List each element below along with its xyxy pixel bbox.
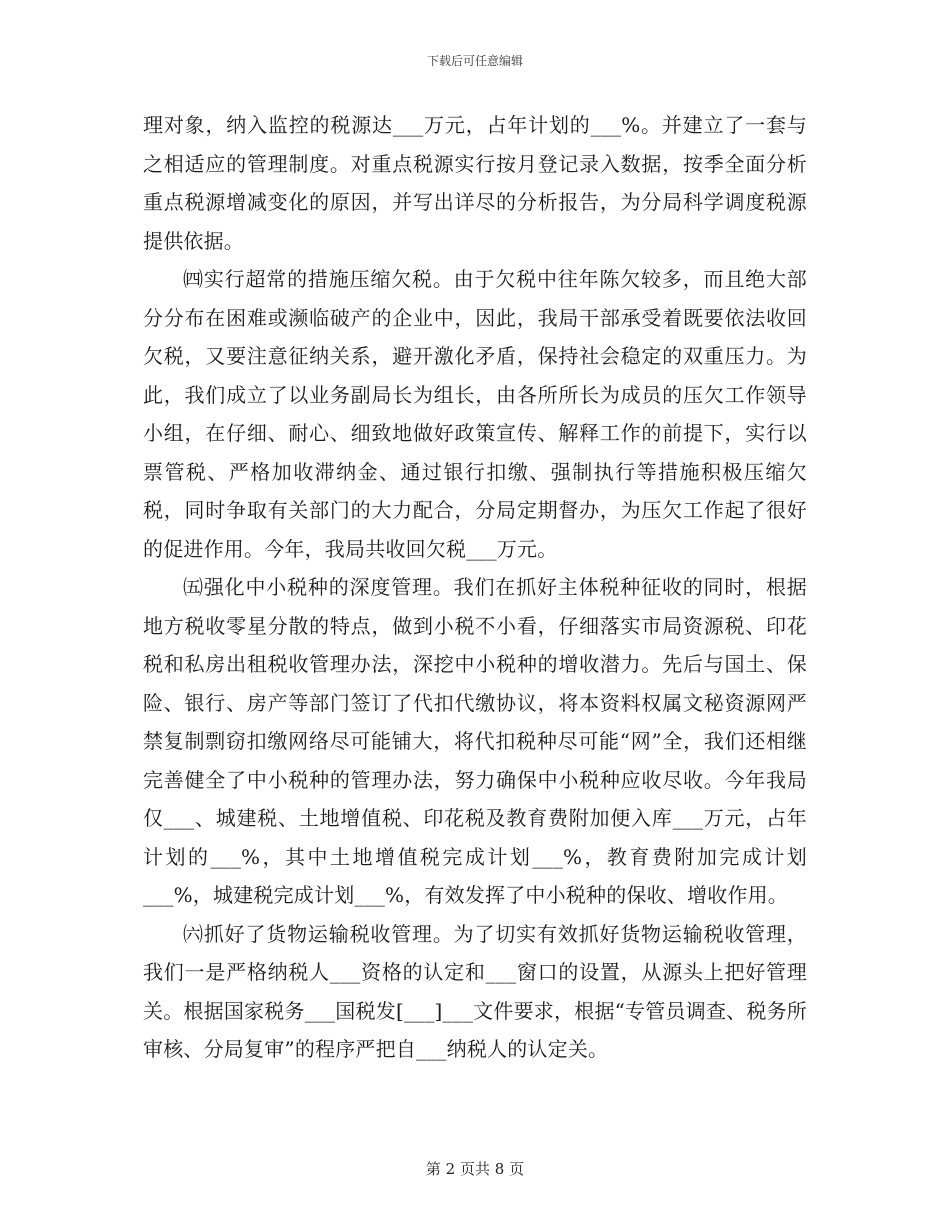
paragraph-arrears-reduction: ㈣实行超常的措施压缩欠税。由于欠税中往年陈欠较多，而且绝大部分分布在困难或濒临破产的企业中，因此，我局干部承受着既要依法收回欠税，又要注意征纳关系，避开激化矛盾，保持社会稳定的双重压力。为此，我们成立了以业务副局长为组长，由各所所长为成员的压欠工作领导小组，在仔细、耐心、细致地做好政策宣传、解释工作的前提下，实行以票管税、严格加收滞纳金、通过银行扣缴、强制执行等措施积极压缩欠税，同时争取有关部门的大力配合，分局定期督办，为压欠工作起了很好的促进作用。今年，我局共收回欠税___万元。: [143, 267, 807, 561]
paragraph-minor-taxes: ㈤强化中小税种的深度管理。我们在抓好主体税种征收的同时，根据地方税收零星分散的特点，做到小税不小看，仔细落实市局资源税、印花税和私房出租税收管理办法，深挖中小税种的增收潜力。先后与国土、保险、银行、房产等部门签订了代扣代缴协议，将本资料权属文秘资源网严禁复制剽窃扣缴网络尽可能铺大，将代扣税种尽可能“网”全，我们还相继完善健全了中小税种的管理办法，努力确保中小税种应收尽收。今年我局仅___、城建税、土地增值税、印花税及教育费附加便入库___万元，占年计划的___%，其中土地增值税完成计划___%，教育费附加完成计划___%，城建税完成计划___%，有效发挥了中小税种的保收、增收作用。: [143, 575, 807, 907]
page-footer: 第 2 页共 8 页: [425, 1160, 525, 1178]
paragraph-continuation: 理对象，纳入监控的税源达___万元，占年计划的___%。并建立了一套与之相适应的管理制度。对重点税源实行按月登记录入数据，按季全面分析重点税源增减变化的原因，并写出详尽的分析报告，为分局科学调度税源提供依据。: [143, 113, 807, 253]
paragraph-freight-tax: ㈥抓好了货物运输税收管理。为了切实有效抓好货物运输税收管理，我们一是严格纳税人___资格的认定和___窗口的设置，从源头上把好管理关。根据国家税务___国税发[___]___文件要求，根据“专管员调查、税务所审核、分局复审”的程序严把自___纳税人的认定关。: [143, 921, 807, 1061]
document-body: [143, 106, 807, 1069]
page-header: 下载后可任意编辑: [426, 54, 523, 68]
